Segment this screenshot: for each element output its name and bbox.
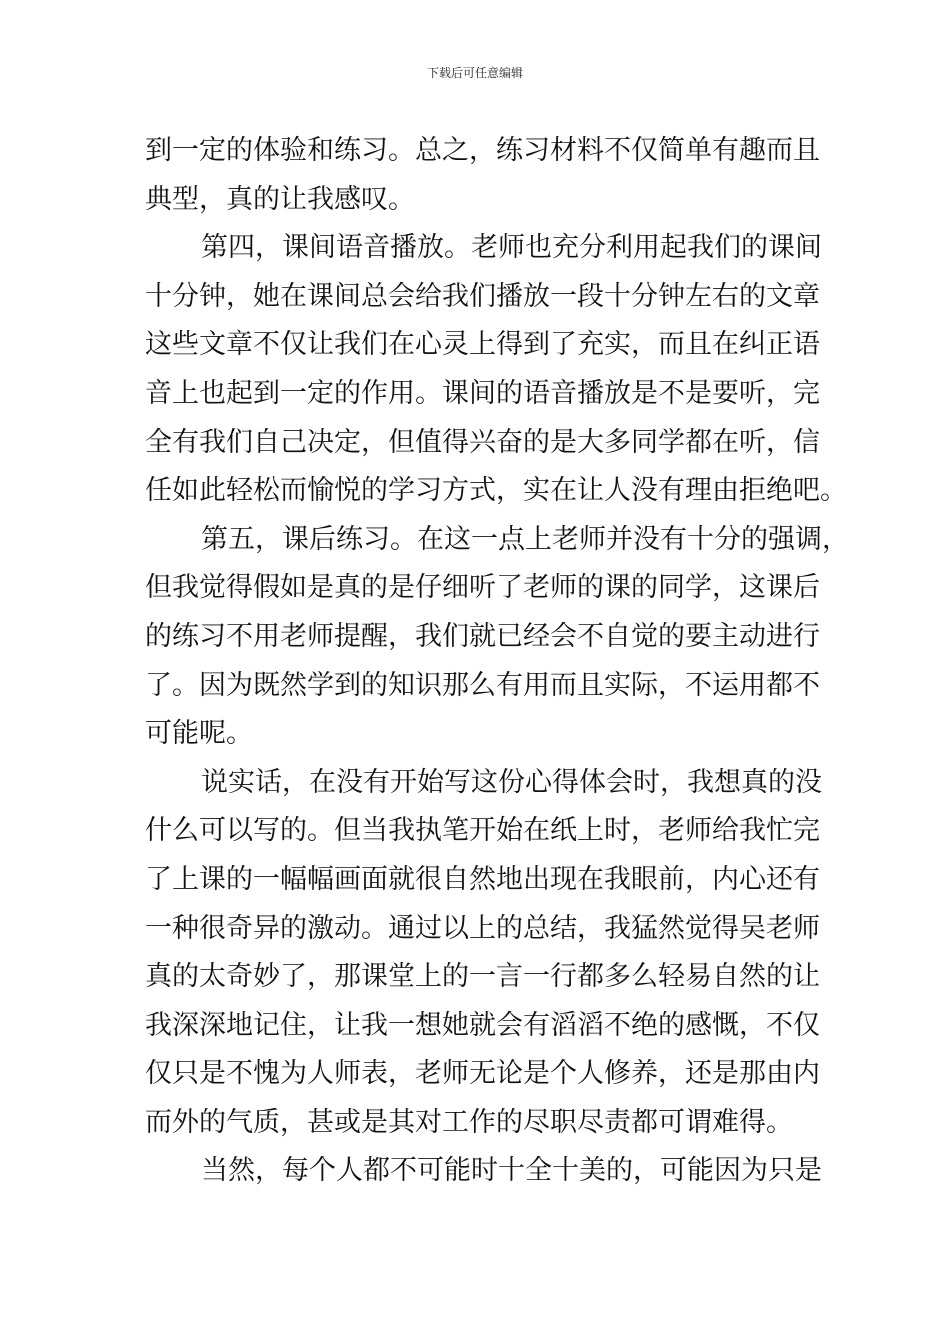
page-header: 下载后可任意编辑 xyxy=(426,66,523,80)
text-line: 真的太奇妙了，那课堂上的一言一行都多么轻易自然的让 xyxy=(145,961,820,993)
text-line: 我深深地记住，让我一想她就会有滔滔不绝的感慨，不仅 xyxy=(145,1009,820,1041)
text-line: 全有我们自己决定，但值得兴奋的是大多同学都在听，信 xyxy=(145,426,820,458)
text-line: 典型，真的让我感叹。 xyxy=(145,183,415,215)
text-line: 这些文章不仅让我们在心灵上得到了充实，而且在纠正语 xyxy=(145,329,820,361)
text-line: 任如此轻松而愉悦的学习方式，实在让人没有理由拒绝吧。 xyxy=(145,475,847,507)
text-line: 的练习不用老师提醒，我们就已经会不自觉的要主动进行 xyxy=(145,620,820,652)
text-line: 仅只是不愧为人师表，老师无论是个人修养，还是那由内 xyxy=(145,1058,820,1090)
body-text xyxy=(145,127,849,1196)
text-line: 音上也起到一定的作用。课间的语音播放是不是要听，完 xyxy=(145,377,820,409)
text-line: 说实话，在没有开始写这份心得体会时，我想真的没 xyxy=(201,766,822,798)
text-line: 什么可以写的。但当我执笔开始在纸上时，老师给我忙完 xyxy=(145,815,820,847)
text-line: 而外的气质，甚或是其对工作的尽职尽责都可谓难得。 xyxy=(145,1106,793,1138)
text-line: 第四，课间语音播放。老师也充分利用起我们的课间 xyxy=(201,232,822,264)
text-line: 第五，课后练习。在这一点上老师并没有十分的强调， xyxy=(201,523,849,555)
text-line: 了上课的一幅幅画面就很自然地出现在我眼前，内心还有 xyxy=(145,863,820,895)
text-line: 但我觉得假如是真的是仔细听了老师的课的同学，这课后 xyxy=(145,572,820,604)
text-line: 当然，每个人都不可能时十全十美的，可能因为只是 xyxy=(201,1155,822,1187)
text-line: 了。因为既然学到的知识那么有用而且实际，不运用都不 xyxy=(145,669,820,701)
text-line: 可能呢。 xyxy=(145,718,253,750)
text-line: 到一定的体验和练习。总之，练习材料不仅简单有趣而且 xyxy=(145,135,820,166)
text-line: 十分钟，她在课间总会给我们播放一段十分钟左右的文章 xyxy=(145,280,820,312)
text-line: 一种很奇异的激动。通过以上的总结，我猛然觉得吴老师 xyxy=(145,912,820,944)
